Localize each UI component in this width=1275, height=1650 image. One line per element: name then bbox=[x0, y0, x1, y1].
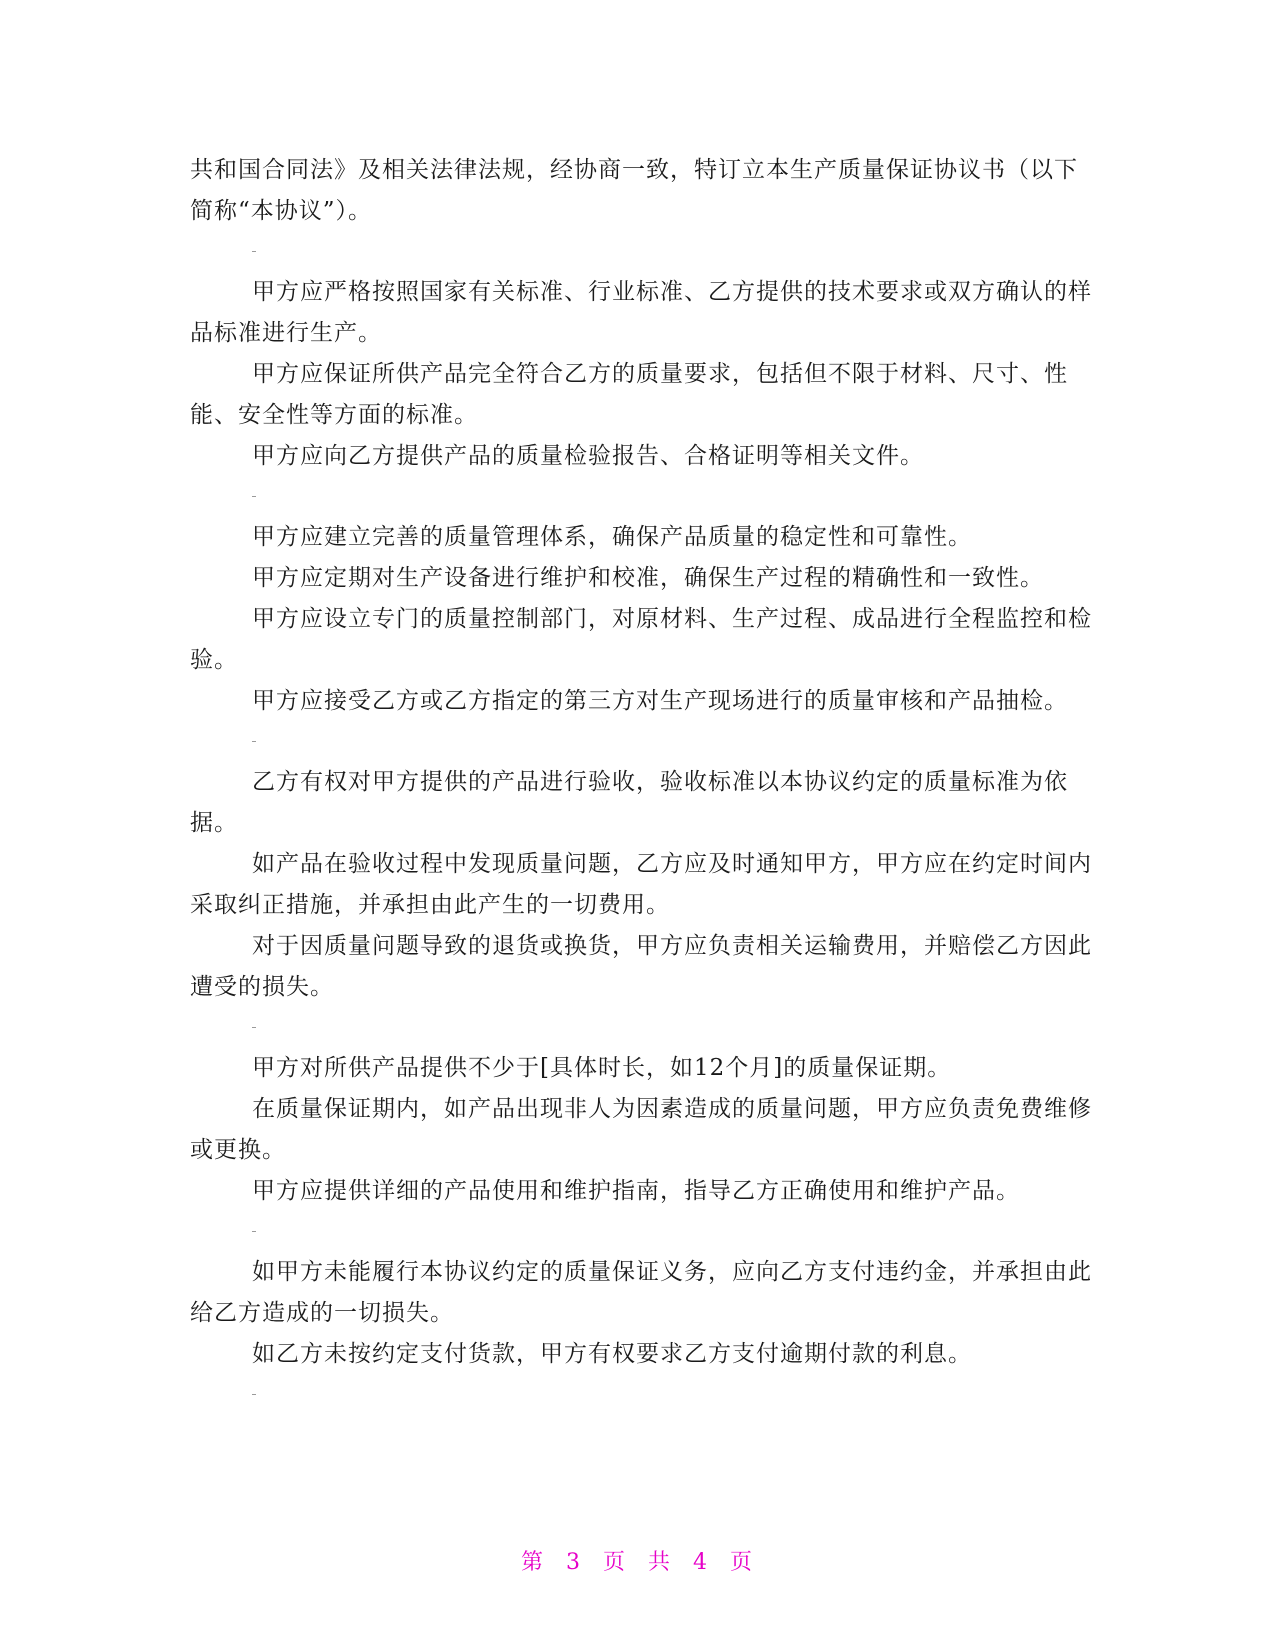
section-2-paragraph-3: 甲方应设立专门的质量控制部门，对原材料、生产过程、成品进行全程监控和检验。 bbox=[190, 606, 1092, 673]
total-prefix: 共 bbox=[648, 1550, 673, 1575]
section-divider bbox=[190, 722, 1095, 762]
current-page-number: 3 bbox=[565, 1550, 582, 1575]
section-3-paragraph-1: 乙方有权对甲方提供的产品进行验收，验收标准以本协议约定的质量标准为依据。 bbox=[190, 769, 1068, 836]
section-divider bbox=[190, 1212, 1095, 1252]
total-page-number: 4 bbox=[693, 1550, 710, 1575]
section-3-paragraph-3: 对于因质量问题导致的退货或换货，甲方应负责相关运输费用，并赔偿乙方因此遭受的损失。 bbox=[190, 933, 1092, 1000]
section-divider bbox=[190, 1008, 1095, 1048]
section-divider bbox=[190, 477, 1095, 517]
page-suffix: 页 bbox=[730, 1550, 755, 1575]
document-body bbox=[190, 150, 1095, 1415]
section-1-paragraph-1: 甲方应严格按照国家有关标准、行业标准、乙方提供的技术要求或双方确认的样品标准进行生产。 bbox=[190, 279, 1092, 346]
section-1-paragraph-2: 甲方应保证所供产品完全符合乙方的质量要求，包括但不限于材料、尺寸、性能、安全性等方面的标准。 bbox=[190, 361, 1068, 428]
section-1-paragraph-3: 甲方应向乙方提供产品的质量检验报告、合格证明等相关文件。 bbox=[252, 443, 924, 469]
section-divider bbox=[190, 1375, 1095, 1415]
section-4-paragraph-1: 甲方对所供产品提供不少于[具体时长，如12个月]的质量保证期。 bbox=[252, 1055, 952, 1081]
section-divider bbox=[190, 232, 1095, 272]
intro-paragraph: 共和国合同法》及相关法律法规，经协商一致，特订立本生产质量保证协议书（以下简称“本协议”）。 bbox=[190, 157, 1078, 224]
page-mid: 页 bbox=[602, 1550, 627, 1575]
section-5-paragraph-2: 如乙方未按约定支付货款，甲方有权要求乙方支付逾期付款的利息。 bbox=[252, 1341, 972, 1367]
page-prefix: 第 bbox=[520, 1550, 545, 1575]
section-2-paragraph-1: 甲方应建立完善的质量管理体系，确保产品质量的稳定性和可靠性。 bbox=[252, 524, 972, 550]
section-2-paragraph-2: 甲方应定期对生产设备进行维护和校准，确保生产过程的精确性和一致性。 bbox=[252, 565, 1044, 591]
section-4-paragraph-2: 在质量保证期内，如产品出现非人为因素造成的质量问题，甲方应负责免费维修或更换。 bbox=[190, 1096, 1092, 1163]
section-5-paragraph-1: 如甲方未能履行本协议约定的质量保证义务，应向乙方支付违约金，并承担由此给乙方造成的一切损失。 bbox=[190, 1259, 1092, 1326]
section-4-paragraph-3: 甲方应提供详细的产品使用和维护指南，指导乙方正确使用和维护产品。 bbox=[252, 1178, 1020, 1204]
page-footer bbox=[0, 1545, 1275, 1576]
section-3-paragraph-2: 如产品在验收过程中发现质量问题，乙方应及时通知甲方，甲方应在约定时间内采取纠正措施，并承担由此产生的一切费用。 bbox=[190, 851, 1092, 918]
section-2-paragraph-4: 甲方应接受乙方或乙方指定的第三方对生产现场进行的质量审核和产品抽检。 bbox=[252, 688, 1068, 714]
